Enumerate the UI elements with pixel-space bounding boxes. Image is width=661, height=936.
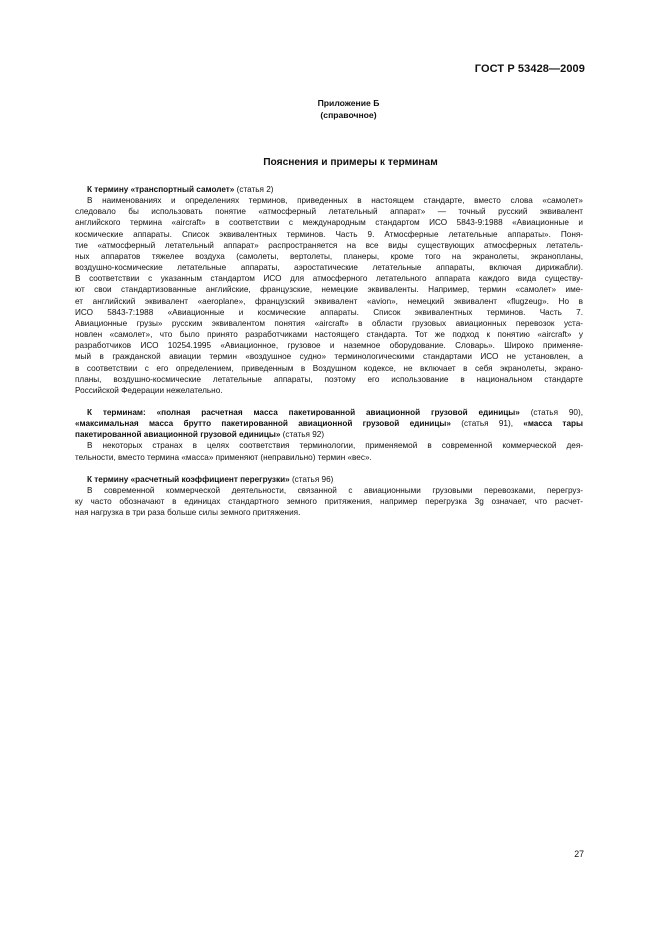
- annex-type: (справочное): [320, 110, 377, 120]
- text-line: Российской Федерации нежелательно.: [75, 385, 223, 395]
- text-line: мый в гражданской авиации термин «воздушное судно» терминологическими стандартами ИСО не установлен, а: [75, 352, 583, 362]
- section-heading: Пояснения и примеры к терминам: [263, 157, 438, 168]
- term-note-lead: [87, 474, 583, 485]
- term-note-lead: [75, 429, 583, 440]
- text-line: планы, воздушно-космические летательные аппараты, поэтому его использование в национальном стандарте: [75, 374, 583, 384]
- text-line: английского термина «aircraft» в соответствии с международным стандартом ИСО 5843-9:1988 «Авиационные и: [75, 218, 583, 228]
- text-line: ют свои стандартизованные английские, французские, немецкие эквиваленты. Например, термин «самолет» име-: [75, 285, 583, 295]
- term-note-block: [75, 407, 583, 463]
- text-line: Авиационные грузы» русским эквивалентом понятия «aircraft» в области грузовых авиационных перевозок уста-: [75, 318, 583, 328]
- text-line: ных аппаратов тяжелее воздуха (самолеты, вертолеты, планеры, кроме того на экранолеты, экранопланы,: [75, 251, 583, 261]
- text-line: разработчиков ИСО 10254.1995 «Авиационное, грузовое и наземное оборудование. Словарь». Широко применяе-: [75, 341, 583, 351]
- document-code: ГОСТ Р 53428—2009: [474, 63, 585, 75]
- text-line: В некоторых странах в целях соответствия терминологии, применяемой в современной коммерческой дея-: [87, 441, 583, 451]
- term-note-lead-rest: (статья 2): [234, 185, 274, 194]
- text-line: тельности, вместо термина «масса» применяют (неправильно) термин «вес».: [75, 452, 372, 462]
- annex-header: [0, 97, 661, 121]
- text-line: В современной коммерческой деятельности, связанной с авиационными грузовыми перевозками, перегруз-: [87, 485, 583, 495]
- term-note-lead-bold: «масса тары: [523, 419, 583, 429]
- text-line: космические аппараты. Список эквивалентных терминов. Часть 9. Атмосферные летательные аппараты». Поня-: [75, 229, 583, 239]
- term-note-lead-bold: К термину «транспортный самолет»: [87, 185, 235, 194]
- term-note-lead-rest: (статья 91),: [450, 419, 524, 429]
- term-note-block: [75, 474, 583, 519]
- text-line: В соответствии с указанным стандартом ИСО для атмосферного летательного аппарата каждого вида существу-: [75, 274, 583, 284]
- term-note-lead-rest: (статья 90),: [519, 407, 583, 417]
- text-line: новлен «самолет», что было принято разработчиками настоящего стандарта. Тот же подход к понятию «aircraft» у: [75, 330, 583, 340]
- page-number: 27: [574, 849, 584, 859]
- term-note-lead: [87, 184, 583, 195]
- term-note-lead: [75, 418, 583, 429]
- text-line: тие «атмосферный летательный аппарат» распространяется на все виды существующих атмосферных летатель-: [75, 240, 583, 250]
- text-line: В наименованиях и определениях терминов, приведенных в настоящем стандарте, вместо слова «самолет»: [87, 196, 583, 206]
- text-line: следовало бы использовать понятие «атмосферный летательный аппарат» — точный русский эквивалент: [75, 207, 583, 217]
- text-line: в соответствии с его определением, приведенным в Воздушном кодексе, не включает в себя экранолеты, экрано-: [75, 363, 583, 373]
- term-note-lead-bold: К терминам: «полная расчетная масса пакетированной авиационной грузовой единицы»: [87, 407, 520, 417]
- text-line: ет английский эквивалент «aeroplane», французский эквивалент «avion», немецкий эквивалент «flugzeug». Но в: [75, 296, 583, 306]
- term-note-lead: [87, 407, 583, 418]
- text-line: ИСО 5843-7:1988 «Авиационные и космические аппараты. Список эквивалентных терминов. Часть 7.: [75, 307, 583, 317]
- text-line: ная нагрузка в три раза больше силы земного притяжения.: [75, 508, 301, 518]
- term-note-lead-rest: (статья 96): [289, 474, 334, 484]
- body-text: [75, 184, 583, 529]
- term-note-lead-bold: «максимальная масса брутто пакетированной авиационной грузовой единицы»: [75, 419, 451, 429]
- term-note-lead-rest: (статья 92): [280, 430, 325, 440]
- text-line: ку часто обозначают в единицах стандартного земного притяжения, например перегрузка 3g означает, что расчет-: [75, 497, 583, 507]
- annex-title: Приложение Б: [317, 98, 380, 108]
- term-note-lead-bold: К термину «расчетный коэффициент перегрузки»: [87, 474, 290, 484]
- text-line: воздушно-космические летательные аппараты, аэростатические летательные аппараты, включая дирижабли).: [75, 263, 583, 273]
- term-note-lead-bold: пакетированной авиационной грузовой единицы»: [75, 430, 281, 440]
- term-note-block: [75, 184, 583, 396]
